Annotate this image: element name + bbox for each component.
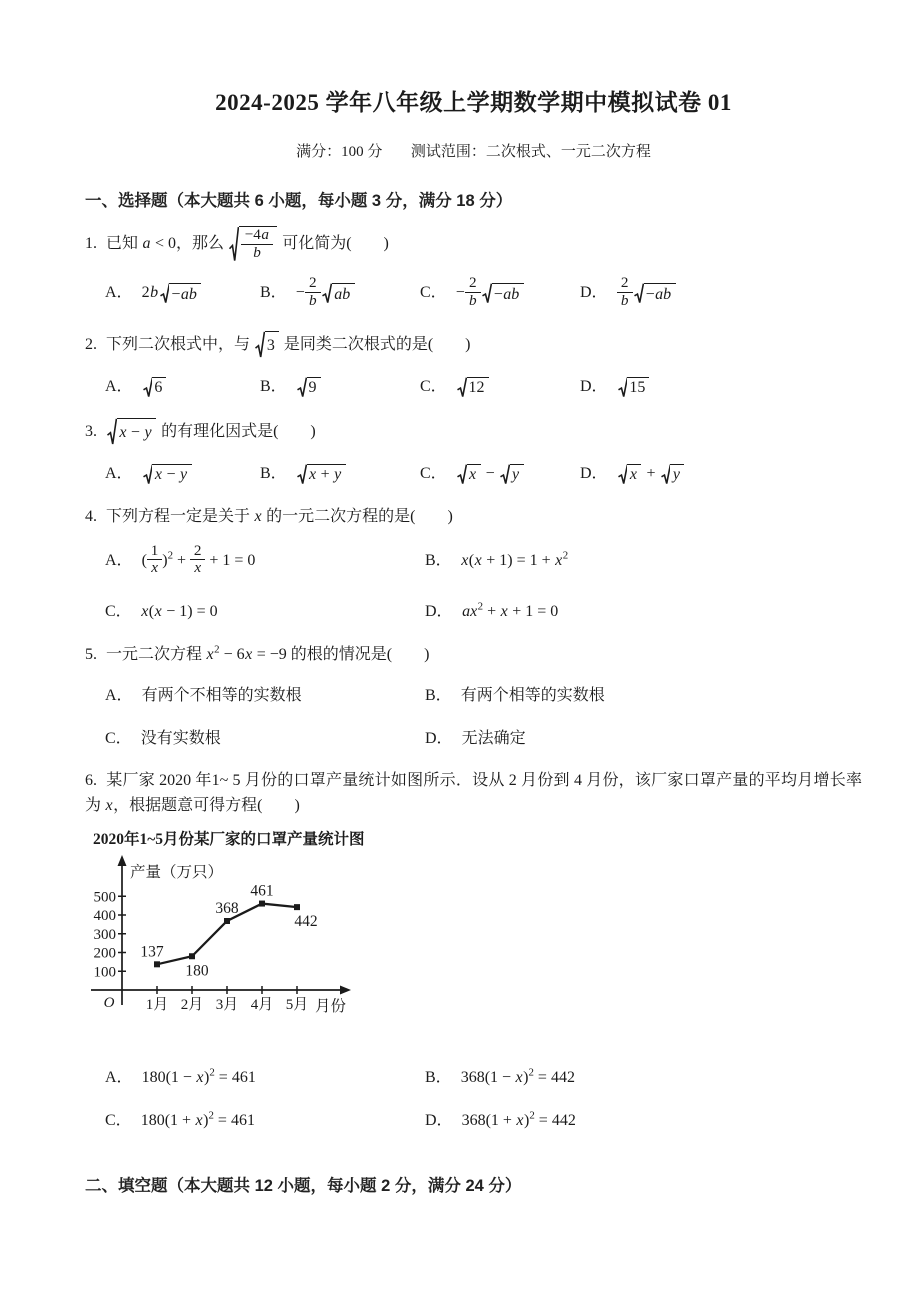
- option-label: A．: [105, 686, 133, 704]
- question-5-stem: [85, 642, 862, 668]
- option-label: B．: [425, 686, 452, 704]
- question-5-stem-text: 一元二次方程 $x^2 - 6x = -9$ 的根的情况是( ): [106, 643, 430, 664]
- option-value: $x(x + 1) = 1 + x^2$: [461, 549, 569, 569]
- origin-label: O: [103, 994, 115, 1011]
- question-4: [85, 505, 862, 621]
- option-label: A．: [105, 1068, 133, 1086]
- option-label: A．: [105, 283, 133, 301]
- option-value: 2b −ab: [142, 284, 203, 301]
- option-value: x(x − 1) = 0: [141, 602, 218, 620]
- question-2-option-a: [105, 373, 260, 398]
- page-title: 2024-2025 学年八年级上学期数学期中模拟试卷 01: [215, 90, 732, 115]
- question-4-number: 4.: [85, 508, 97, 526]
- data-point: [189, 953, 195, 959]
- chart-title: 2020年1~5月份某厂家的口罩产量统计图: [93, 830, 365, 848]
- option-value: 无法确定: [461, 729, 526, 747]
- question-4-options: [105, 541, 862, 621]
- question-1-stem: [85, 226, 862, 262]
- question-6: [85, 769, 862, 1130]
- data-point-label: 442: [294, 912, 318, 930]
- option-value: $368(1 + x)^2 = 442$: [461, 1109, 576, 1129]
- exam-meta: [85, 140, 862, 161]
- question-1-option-b: [260, 276, 420, 310]
- question-2-stem: [85, 331, 862, 358]
- question-1-option-a: [105, 279, 260, 304]
- option-value: ( $\frac{1}{x}$ )$^2$ + $\frac{2}{x}$ + 1 = 0: [141, 541, 256, 577]
- option-label: C．: [420, 283, 447, 301]
- option-label: D．: [425, 1111, 453, 1129]
- option-label: B．: [425, 1068, 452, 1086]
- option-label: A．: [105, 377, 133, 395]
- option-value: 12: [456, 378, 490, 395]
- question-4-stem: [85, 505, 862, 530]
- option-label: B．: [260, 377, 287, 395]
- question-6-options: [105, 1064, 862, 1130]
- option-label: D．: [580, 283, 608, 301]
- question-5: [85, 642, 862, 748]
- question-1-option-c: [420, 276, 580, 310]
- question-6-stem: [85, 769, 862, 819]
- data-point: [294, 904, 300, 910]
- question-5-option-d: [425, 725, 862, 748]
- y-axis-arrow: [118, 855, 127, 866]
- question-3-option-b: [260, 460, 420, 485]
- option-label: C．: [105, 1111, 132, 1129]
- option-value: $180(1 + x)^2 = 461$: [140, 1109, 255, 1129]
- y-tick-label: 400: [93, 907, 116, 924]
- y-tick-label: 200: [93, 945, 116, 962]
- option-value: x + y: [296, 465, 347, 482]
- question-2-option-d: [580, 373, 862, 398]
- option-value: − $\frac{2}{b}$ −ab: [456, 284, 525, 301]
- option-label: C．: [420, 464, 447, 482]
- option-label: D．: [425, 602, 453, 620]
- question-4-option-b: [425, 547, 862, 570]
- question-3-option-d: [580, 460, 862, 485]
- option-value: x − y: [142, 465, 193, 482]
- question-2-option-b: [260, 373, 420, 398]
- production-chart-block: [89, 827, 862, 1050]
- question-4-stem-text: 下列方程一定是关于 x 的一元二次方程的是( ): [106, 508, 453, 526]
- option-label: C．: [420, 377, 447, 395]
- question-3-options: [105, 460, 862, 485]
- x-tick-label: 5月: [285, 996, 309, 1013]
- production-line-chart: [89, 853, 399, 1045]
- question-3-option-c: [420, 460, 580, 485]
- option-value: 15: [617, 378, 651, 395]
- x-tick-label: 3月: [215, 996, 239, 1013]
- option-value: $368(1 - x)^2 = 442$: [460, 1066, 575, 1086]
- full-score-label: 满分：100 分: [296, 144, 383, 160]
- option-value: $180(1 - x)^2 = 461$: [141, 1066, 256, 1086]
- question-3-option-a: [105, 460, 260, 485]
- option-label: B．: [425, 551, 452, 569]
- option-label: D．: [580, 464, 608, 482]
- question-1-number: 1.: [85, 234, 97, 252]
- question-2-number: 2.: [85, 335, 97, 353]
- option-label: A．: [105, 464, 133, 482]
- section-1-heading: 一、选择题（本大题共 6 小题，每小题 3 分，满分 18 分）: [85, 192, 513, 210]
- option-value: x + y: [617, 465, 686, 482]
- question-5-option-c: [105, 725, 425, 748]
- question-4-option-a: [105, 541, 425, 578]
- question-4-option-d: [425, 598, 862, 621]
- question-2-options: [105, 373, 862, 398]
- question-5-options: [105, 682, 862, 748]
- question-2: [85, 331, 862, 397]
- question-6-option-b: [425, 1064, 862, 1087]
- data-point-label: 461: [250, 882, 274, 900]
- question-6-stem-text: 某厂家 2020 年1~ 5 月份的口罩产量统计如图所示．设从 2 月份到 4 月份，该厂家口罩产量的平均月增长率为 x，根据题意可得方程( ): [85, 771, 862, 814]
- question-1-options: [105, 276, 862, 310]
- x-tick-label: 4月: [250, 996, 274, 1013]
- x-axis-arrow: [340, 985, 351, 994]
- question-3: [85, 418, 862, 484]
- option-label: B．: [260, 283, 287, 301]
- option-value: 6: [142, 378, 168, 395]
- data-point: [224, 918, 230, 924]
- y-axis-title: 产量（万只）: [130, 863, 224, 881]
- option-label: D．: [580, 377, 608, 395]
- question-1: [85, 226, 862, 310]
- data-point-label: 368: [215, 899, 239, 917]
- question-3-number: 3.: [85, 422, 97, 440]
- data-point-label: 137: [140, 942, 164, 960]
- option-value: $ax^2 + x + 1 = 0$: [462, 600, 559, 620]
- x-axis-title: 月份: [315, 997, 347, 1015]
- data-point: [154, 961, 160, 967]
- question-6-option-d: [425, 1107, 862, 1130]
- question-1-stem-text: 已知 a < 0，那么 $\frac{-4a}{b}$ 可化简为( ): [106, 226, 389, 261]
- question-3-stem-text: x − y 的有理化因式是( ): [106, 423, 316, 440]
- data-point: [259, 900, 265, 906]
- option-value: $\frac{2}{b}$ −ab: [617, 284, 677, 301]
- test-scope-label: 测试范围：二次根式、一元二次方程: [410, 144, 651, 160]
- question-2-stem-text: 下列二次根式中，与 3 是同类二次根式的是( ): [106, 336, 471, 353]
- option-value: 9: [296, 378, 322, 395]
- section-2-heading: 二、填空题（本大题共 12 小题，每小题 2 分，满分 24 分）: [85, 1176, 522, 1195]
- option-value: 有两个不相等的实数根: [141, 686, 302, 704]
- x-tick-label: 1月: [145, 996, 169, 1013]
- question-4-option-c: [105, 598, 425, 621]
- question-6-number: 6.: [85, 771, 97, 789]
- question-5-option-b: [425, 682, 862, 705]
- option-value: 没有实数根: [140, 729, 221, 747]
- x-tick-label: 2月: [180, 996, 204, 1013]
- question-5-option-a: [105, 682, 425, 705]
- option-value: 有两个相等的实数根: [460, 686, 605, 704]
- option-value: − $\frac{2}{b}$ ab: [296, 284, 356, 301]
- data-point-label: 180: [185, 961, 209, 979]
- question-1-option-d: [580, 276, 862, 310]
- question-6-option-c: [105, 1107, 425, 1130]
- question-3-stem: [85, 418, 862, 445]
- question-2-option-c: [420, 373, 580, 398]
- option-label: C．: [105, 602, 132, 620]
- y-tick-label: 100: [93, 963, 116, 980]
- option-label: C．: [105, 729, 132, 747]
- option-label: B．: [260, 464, 287, 482]
- option-label: D．: [425, 729, 453, 747]
- question-5-number: 5.: [85, 646, 97, 664]
- y-tick-label: 500: [93, 888, 116, 905]
- question-6-option-a: [105, 1064, 425, 1087]
- option-value: x − y: [456, 465, 525, 482]
- y-tick-label: 300: [93, 926, 116, 943]
- option-label: A．: [105, 551, 133, 569]
